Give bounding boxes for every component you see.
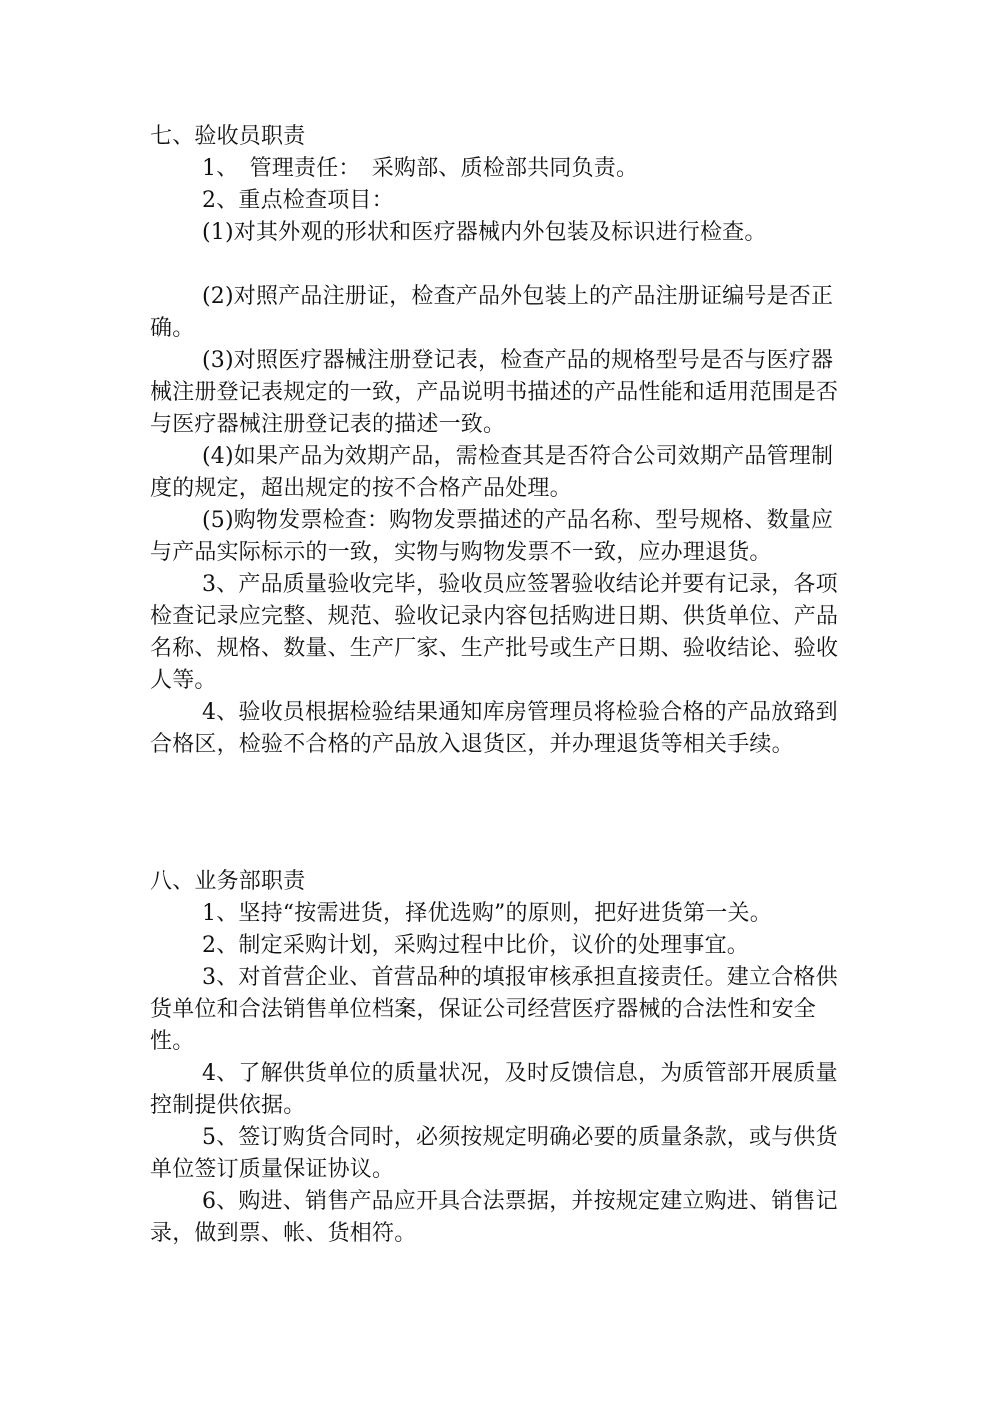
paragraph: (5)购物发票检查：购物发票描述的产品名称、型号规格、数量应与产品实际标示的一致，实物与购物发票不一致，应办理退货。 — [150, 508, 834, 565]
paragraph: 1、 管理责任： 采购部、质检部共同负责。 — [202, 156, 639, 181]
paragraph: 4、了解供货单位的质量状况，及时反馈信息，为质管部开展质量控制提供依据。 — [150, 1061, 838, 1118]
section-heading: 七、验收员职责 — [150, 124, 306, 149]
paragraph: 2、重点检查项目： — [202, 188, 394, 213]
section-acceptance-duties — [150, 121, 850, 761]
section-heading: 八、业务部职责 — [150, 869, 306, 894]
paragraph: (2)对照产品注册证，检查产品外包装上的产品注册证编号是否正确。 — [150, 284, 834, 341]
section-business-duties — [150, 866, 850, 1250]
paragraph: 1、坚持“按需进货，择优选购”的原则，把好进货第一关。 — [202, 901, 772, 926]
paragraph: 4、验收员根据检验结果通知库房管理员将检验合格的产品放臵到合格区，检验不合格的产品放入退货区，并办理退货等相关手续。 — [150, 700, 838, 757]
paragraph: 6、购进、销售产品应开具合法票据，并按规定建立购进、销售记录，做到票、帐、货相符。 — [150, 1189, 838, 1246]
blank-line — [150, 249, 850, 281]
paragraph: (1)对其外观的形状和医疗器械内外包装及标识进行检查。 — [202, 220, 767, 245]
paragraph: (3)对照医疗器械注册登记表，检查产品的规格型号是否与医疗器械注册登记表规定的一致，产品说明书描述的产品性能和适用范围是否与医疗器械注册登记表的描述一致。 — [150, 348, 839, 437]
paragraph: (4)如果产品为效期产品，需检查其是否符合公司效期产品管理制度的规定，超出规定的按不合格产品处理。 — [150, 444, 834, 501]
paragraph: 3、对首营企业、首营品种的填报审核承担直接责任。建立合格供货单位和合法销售单位档案，保证公司经营医疗器械的合法性和安全性。 — [150, 965, 838, 1054]
paragraph: 3、产品质量验收完毕，验收员应签署验收结论并要有记录，各项检查记录应完整、规范、验收记录内容包括购进日期、供货单位、产品名称、规格、数量、生产厂家、生产批号或生产日期、验收结论、验收人等。 — [150, 572, 839, 693]
paragraph: 5、签订购货合同时，必须按规定明确必要的质量条款，或与供货单位签订质量保证协议。 — [150, 1125, 838, 1182]
paragraph: 2、制定采购计划，采购过程中比价，议价的处理事宜。 — [202, 933, 749, 958]
